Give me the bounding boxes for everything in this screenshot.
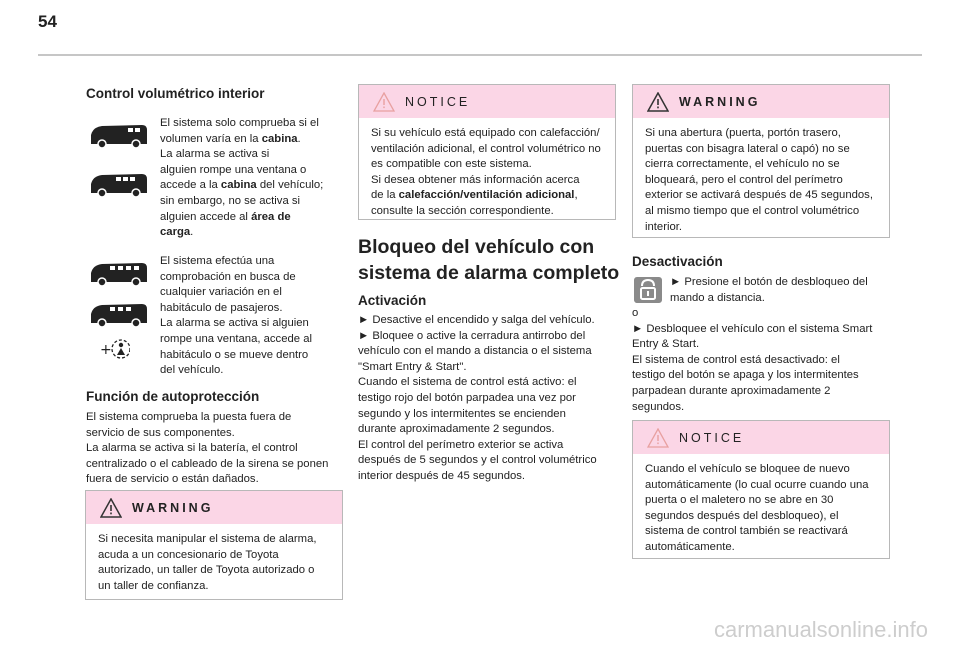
warning-icon <box>647 92 669 112</box>
main-heading: Bloqueo del vehículo con sistema de alarma completo <box>358 236 620 284</box>
notice-text: Cuando el vehículo se bloquee de nuevo automáticamente (lo cual ocurre cuando una puerta o el maletero no se abre en 30 segundos después del desbloqueo), el sistema de control también se reactivará automáticamente. <box>645 463 869 553</box>
page-number: 54 <box>38 12 57 31</box>
cabin-description: El sistema solo comprueba si el volumen varía en la cabina. La alarma se activa si alguien rompe una ventana o accede a la cabina del vehículo; sin embargo, no se activa si alguien accede al área de carga. <box>160 117 324 239</box>
van-cabin-occupants-icon <box>88 171 150 199</box>
section-title-activation: Activación <box>358 293 427 308</box>
notice-box-heating <box>358 84 616 220</box>
van-passenger-2-icon <box>88 301 150 329</box>
van-cabin-icon <box>88 122 150 150</box>
autoprotect-text: El sistema comprueba la puesta fuera de servicio de sus componentes. La alarma se activa si la batería, el control centralizado o el cableado de la sirena se ponen fuera de servicio o están dañados. <box>86 411 329 486</box>
warning-text: Si una abertura (puerta, portón trasero, puertas con bisagra lateral o capó) no se cierra correctamente, el vehículo no se bloqueará, pero el control del perímetro exterior se activará después de 45 segundos, al mismo tiempo que el control volumétrico interior. <box>645 127 873 233</box>
notice-label: NOTICE <box>405 94 471 109</box>
passenger-description: El sistema efectúa una comprobación en busca de cualquier variación en el habitáculo de pasajeros. La alarma se activa si alguien rompe una ventana, accede al habitáculo o se mueve dentro del vehículo. <box>160 255 312 377</box>
warning-box-opening <box>632 84 890 238</box>
notice-label: NOTICE <box>679 430 745 445</box>
deactivation-remote-text: ► Presione el botón de desbloqueo del mando a distancia. <box>670 276 868 304</box>
motion-sensor-icon <box>100 336 130 362</box>
notice-icon <box>647 428 669 448</box>
deactivation-text: o ► Desbloquee el vehículo con el sistema Smart Entry & Start. El sistema de control está desactivado: el testigo del botón se apaga y los intermitentes parpadean durante aproximadamente 2 segundos. <box>632 307 873 413</box>
notice-header <box>359 85 615 118</box>
svg-text:+: + <box>100 342 112 358</box>
unlock-key-icon <box>633 276 663 304</box>
section-title-interior: Control volumétrico interior <box>86 86 265 101</box>
notice-box-relock <box>632 420 890 559</box>
van-passenger-icon <box>88 260 150 288</box>
warning-header <box>86 491 342 524</box>
notice-icon <box>373 92 395 112</box>
warning-label: WARNING <box>679 94 761 109</box>
section-title-autoprotect: Función de autoprotección <box>86 389 260 404</box>
top-rule <box>38 54 922 56</box>
warning-text: Si necesita manipular el sistema de alarma, acuda a un concesionario de Toyota autorizado, un taller de Toyota autorizado o un taller de confianza. <box>98 533 317 592</box>
section-title-deactivation: Desactivación <box>632 254 723 269</box>
activation-text: ► Desactive el encendido y salga del vehículo. ► Bloquee o active la cerradura antirrobo del vehículo con el mando a distancia o el sistema "Smart Entry & Start". Cuando el sistema de control está activo: el testigo rojo del botón parpadea una vez por segundo y los intermitentes se encienden durante aproximadamente 2 segundos. El control del perímetro exterior se activa después de 5 segundos y el control volumétrico interior después de 45 segundos. <box>358 314 597 482</box>
warning-label: WARNING <box>132 500 214 515</box>
watermark: carmanualsonline.info <box>713 617 928 642</box>
warning-box-alarm <box>85 490 343 600</box>
warning-icon <box>100 498 122 518</box>
warning-header <box>633 85 889 118</box>
notice-header <box>633 421 889 454</box>
notice-text: Si su vehículo está equipado con calefacción/ ventilación adicional, el control volumétrico no es compatible con este sistema. Si desea obtener más información acerca de la calefacción/ventilación adicional, consulte la sección correspondiente. <box>371 127 601 217</box>
